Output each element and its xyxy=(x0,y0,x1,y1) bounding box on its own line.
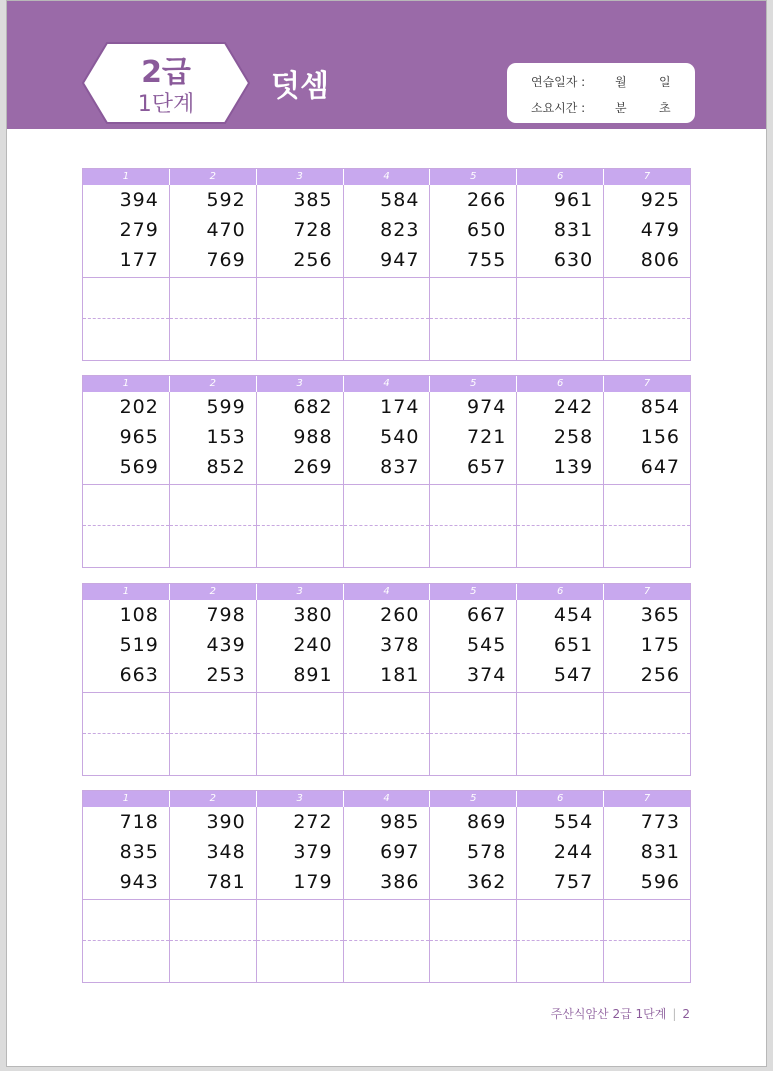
answer-guide-line xyxy=(83,318,169,319)
column-number: 2 xyxy=(170,791,257,807)
column-number: 4 xyxy=(344,376,431,392)
addend: 965 xyxy=(119,426,159,448)
second-label: 초 xyxy=(659,101,671,115)
elapsed-time-row xyxy=(507,99,695,119)
addend: 837 xyxy=(380,456,420,478)
problem-column xyxy=(170,807,257,982)
addend: 269 xyxy=(293,456,333,478)
addend: 663 xyxy=(119,664,159,686)
problem-column xyxy=(517,600,604,775)
column-number: 7 xyxy=(643,378,651,389)
answer-guide-line xyxy=(83,940,169,941)
addend: 386 xyxy=(380,871,420,893)
column-number: 4 xyxy=(344,584,431,600)
column-number: 1 xyxy=(83,169,170,185)
column-number-header xyxy=(83,791,690,807)
answer-area[interactable] xyxy=(170,692,256,693)
problem-column xyxy=(430,185,517,360)
addend: 947 xyxy=(380,249,420,271)
answer-area[interactable] xyxy=(344,899,430,900)
addend: 256 xyxy=(293,249,333,271)
column-number: 5 xyxy=(430,169,517,185)
answer-guide-line xyxy=(83,525,169,526)
minute-label: 분 xyxy=(615,101,627,115)
addend: 728 xyxy=(293,219,333,241)
addend: 380 xyxy=(293,604,333,626)
addend: 139 xyxy=(553,456,594,478)
answer-area[interactable] xyxy=(83,692,169,693)
addend: 599 xyxy=(206,396,246,418)
addend: 554 xyxy=(553,811,594,833)
addend: 667 xyxy=(467,604,507,626)
answer-guide-line xyxy=(170,525,256,526)
column-number: 1 xyxy=(83,376,170,392)
addend: 961 xyxy=(553,189,594,211)
addend: 385 xyxy=(293,189,333,211)
addend: 891 xyxy=(293,664,333,686)
answer-area[interactable] xyxy=(257,899,343,900)
problem-column xyxy=(604,600,690,775)
addend: 721 xyxy=(467,426,507,448)
problem-column xyxy=(170,600,257,775)
addend: 781 xyxy=(206,871,246,893)
practice-date-label: 연습일자 : xyxy=(531,75,586,89)
addend: 156 xyxy=(640,426,681,448)
column-number: 5 xyxy=(430,584,517,600)
addend: 202 xyxy=(119,396,159,418)
problem-column xyxy=(83,185,170,360)
problem-column xyxy=(604,392,690,567)
answer-guide-line xyxy=(517,525,603,526)
answer-guide-line xyxy=(430,940,516,941)
addend: 630 xyxy=(553,249,594,271)
column-number: 6 xyxy=(517,169,604,185)
addend: 279 xyxy=(119,219,159,241)
column-number: 3 xyxy=(257,584,344,600)
addend: 650 xyxy=(467,219,507,241)
addend: 943 xyxy=(119,871,159,893)
column-number: 7 xyxy=(643,171,651,182)
column-number: 2 xyxy=(170,584,257,600)
addend: 253 xyxy=(206,664,246,686)
addend: 757 xyxy=(553,871,594,893)
addend: 831 xyxy=(640,841,681,863)
addend: 153 xyxy=(206,426,246,448)
problem-block-4 xyxy=(82,790,691,983)
addend: 390 xyxy=(206,811,246,833)
addend: 181 xyxy=(380,664,420,686)
problem-column xyxy=(344,392,431,567)
answer-guide-line xyxy=(604,940,690,941)
answer-area[interactable] xyxy=(83,484,169,485)
addend: 179 xyxy=(293,871,333,893)
page-header xyxy=(7,1,766,129)
column-number: 6 xyxy=(517,584,604,600)
addend: 596 xyxy=(640,871,681,893)
addend: 378 xyxy=(380,634,420,656)
column-number-header xyxy=(83,584,690,600)
problem-column xyxy=(257,185,344,360)
addend: 244 xyxy=(553,841,594,863)
addend: 545 xyxy=(467,634,507,656)
answer-guide-line xyxy=(344,525,430,526)
answer-area[interactable] xyxy=(170,484,256,485)
answer-area[interactable] xyxy=(83,899,169,900)
column-number: 3 xyxy=(257,791,344,807)
problem-column xyxy=(83,392,170,567)
problem-column xyxy=(517,807,604,982)
column-number: 3 xyxy=(257,169,344,185)
problem-column xyxy=(430,600,517,775)
column-number: 4 xyxy=(344,169,431,185)
answer-guide-line xyxy=(604,525,690,526)
answer-guide-line xyxy=(257,525,343,526)
problem-column xyxy=(604,807,690,982)
answer-area[interactable] xyxy=(517,692,603,693)
answer-area[interactable] xyxy=(257,692,343,693)
addend: 348 xyxy=(206,841,246,863)
answer-guide-line xyxy=(257,318,343,319)
addend: 925 xyxy=(640,189,681,211)
answer-area[interactable] xyxy=(517,899,603,900)
practice-info-box xyxy=(507,63,695,123)
book-title: 주산식암산 2급 1단계 xyxy=(550,1007,667,1021)
column-number: 6 xyxy=(517,791,604,807)
problem-column xyxy=(604,185,690,360)
answer-guide-line xyxy=(257,733,343,734)
addend: 769 xyxy=(206,249,246,271)
answer-area[interactable] xyxy=(257,484,343,485)
addend: 985 xyxy=(380,811,420,833)
addend: 365 xyxy=(640,604,681,626)
addend: 806 xyxy=(640,249,681,271)
addend: 988 xyxy=(293,426,333,448)
column-number: 7 xyxy=(643,586,651,597)
problem-block-3 xyxy=(82,583,691,776)
addend: 108 xyxy=(119,604,159,626)
addend: 657 xyxy=(467,456,507,478)
footer-separator: | xyxy=(672,1007,677,1021)
addend: 547 xyxy=(553,664,594,686)
addend: 258 xyxy=(553,426,594,448)
addend: 470 xyxy=(206,219,246,241)
answer-area[interactable] xyxy=(430,899,516,900)
answer-area[interactable] xyxy=(604,277,690,278)
addend: 651 xyxy=(553,634,594,656)
addend: 584 xyxy=(380,189,420,211)
addend: 242 xyxy=(553,396,594,418)
answer-guide-line xyxy=(83,733,169,734)
addend: 379 xyxy=(293,841,333,863)
answer-guide-line xyxy=(517,940,603,941)
worksheet-page xyxy=(6,0,767,1067)
problem-column xyxy=(257,600,344,775)
problem-block-2 xyxy=(82,375,691,568)
addend: 260 xyxy=(380,604,420,626)
problem-column xyxy=(517,185,604,360)
answer-guide-line xyxy=(257,940,343,941)
answer-guide-line xyxy=(170,940,256,941)
problem-column xyxy=(344,600,431,775)
answer-guide-line xyxy=(430,525,516,526)
addend: 831 xyxy=(553,219,594,241)
elapsed-time-label: 소요시간 : xyxy=(531,101,586,115)
column-number: 2 xyxy=(170,169,257,185)
column-number: 4 xyxy=(344,791,431,807)
problem-column xyxy=(430,392,517,567)
addend: 852 xyxy=(206,456,246,478)
addend: 569 xyxy=(119,456,159,478)
month-label: 월 xyxy=(615,75,627,89)
column-number: 5 xyxy=(430,791,517,807)
column-number: 1 xyxy=(83,584,170,600)
addend: 835 xyxy=(119,841,159,863)
answer-area[interactable] xyxy=(604,692,690,693)
answer-area[interactable] xyxy=(604,899,690,900)
answer-area[interactable] xyxy=(83,277,169,278)
addend: 578 xyxy=(467,841,507,863)
level-label: 2급 xyxy=(141,55,191,90)
problem-column xyxy=(517,392,604,567)
addend: 974 xyxy=(467,396,507,418)
answer-guide-line xyxy=(170,318,256,319)
addend: 240 xyxy=(293,634,333,656)
problem-column xyxy=(430,807,517,982)
addend: 266 xyxy=(467,189,507,211)
addend: 439 xyxy=(206,634,246,656)
addend: 647 xyxy=(640,456,681,478)
addend: 394 xyxy=(119,189,159,211)
addend: 374 xyxy=(467,664,507,686)
problem-column xyxy=(170,392,257,567)
answer-guide-line xyxy=(517,733,603,734)
answer-area[interactable] xyxy=(170,277,256,278)
answer-guide-line xyxy=(430,733,516,734)
addend: 540 xyxy=(380,426,420,448)
column-number: 5 xyxy=(430,376,517,392)
answer-area[interactable] xyxy=(170,899,256,900)
addend: 823 xyxy=(380,219,420,241)
addend: 174 xyxy=(380,396,420,418)
column-number: 7 xyxy=(643,793,651,804)
column-number: 3 xyxy=(257,376,344,392)
answer-guide-line xyxy=(170,733,256,734)
answer-guide-line xyxy=(604,318,690,319)
column-number: 6 xyxy=(517,376,604,392)
problem-column xyxy=(257,392,344,567)
answer-guide-line xyxy=(604,733,690,734)
addend: 854 xyxy=(640,396,681,418)
addend: 755 xyxy=(467,249,507,271)
addend: 177 xyxy=(119,249,159,271)
addend: 256 xyxy=(640,664,681,686)
answer-area[interactable] xyxy=(430,277,516,278)
problem-column xyxy=(83,600,170,775)
addend: 773 xyxy=(640,811,681,833)
answer-area[interactable] xyxy=(344,692,430,693)
column-number-header xyxy=(83,169,690,185)
addend: 362 xyxy=(467,871,507,893)
problem-column xyxy=(344,807,431,982)
answer-area[interactable] xyxy=(344,277,430,278)
problem-block-1 xyxy=(82,168,691,361)
addend: 592 xyxy=(206,189,246,211)
answer-area[interactable] xyxy=(517,484,603,485)
column-number: 2 xyxy=(170,376,257,392)
addend: 519 xyxy=(119,634,159,656)
column-number-header xyxy=(83,376,690,392)
addend: 798 xyxy=(206,604,246,626)
column-number: 1 xyxy=(83,791,170,807)
answer-area[interactable] xyxy=(430,484,516,485)
problem-column xyxy=(83,807,170,982)
stage-label: 1단계 xyxy=(137,92,195,117)
level-badge xyxy=(81,41,251,125)
answer-guide-line xyxy=(517,318,603,319)
problem-column xyxy=(170,185,257,360)
addend: 175 xyxy=(640,634,681,656)
day-label: 일 xyxy=(659,75,671,89)
addend: 697 xyxy=(380,841,420,863)
addend: 718 xyxy=(119,811,159,833)
answer-area[interactable] xyxy=(430,692,516,693)
answer-area[interactable] xyxy=(517,277,603,278)
answer-area[interactable] xyxy=(604,484,690,485)
answer-guide-line xyxy=(344,940,430,941)
addend: 479 xyxy=(640,219,681,241)
practice-date-row xyxy=(507,73,695,93)
page-footer xyxy=(551,1005,690,1022)
answer-guide-line xyxy=(430,318,516,319)
problem-column xyxy=(344,185,431,360)
problem-column xyxy=(257,807,344,982)
answer-area[interactable] xyxy=(344,484,430,485)
page-title: 덧셈 xyxy=(271,69,329,104)
addend: 272 xyxy=(293,811,333,833)
answer-guide-line xyxy=(344,733,430,734)
addend: 682 xyxy=(293,396,333,418)
answer-area[interactable] xyxy=(257,277,343,278)
page-number: 2 xyxy=(682,1007,690,1021)
addend: 869 xyxy=(467,811,507,833)
answer-guide-line xyxy=(344,318,430,319)
addend: 454 xyxy=(553,604,594,626)
